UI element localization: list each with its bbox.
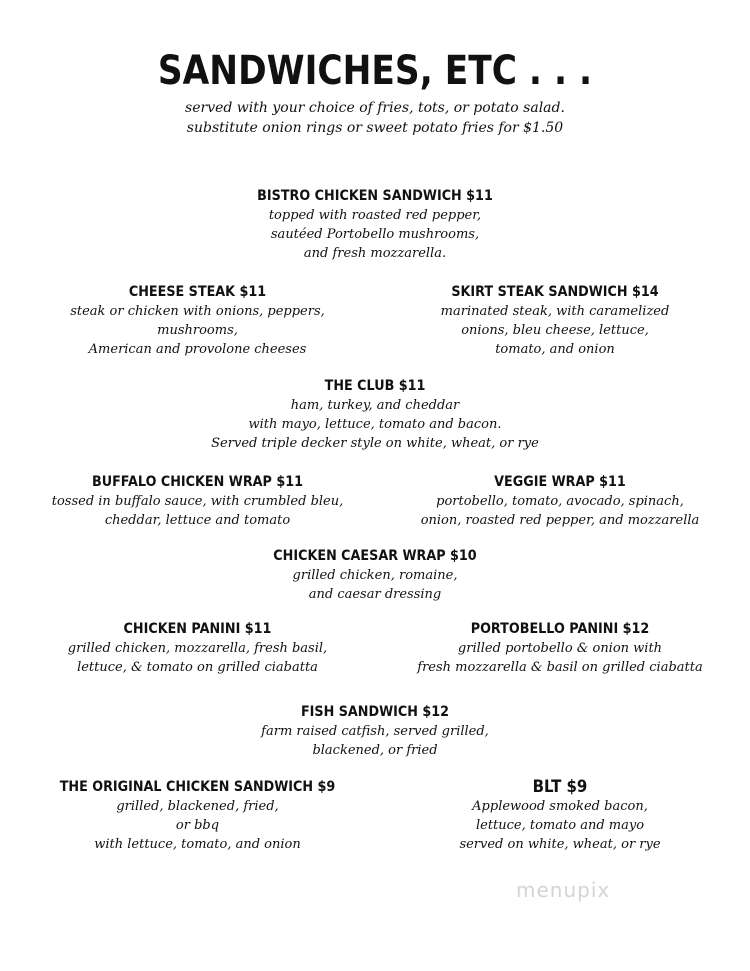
- item-desc-line: onions, bleu cheese, lettuce,: [461, 323, 649, 338]
- item-desc-line: grilled, blackened, fried,: [116, 799, 279, 814]
- item-desc-line: cheddar, lettuce and tomato: [104, 513, 291, 528]
- item-desc-line: tossed in buffalo sauce, with crumbled bleu,: [51, 494, 344, 509]
- menu-item-the-club: [125, 376, 625, 453]
- menu-item-fish-sandwich: [175, 702, 575, 760]
- menu-item-veggie-wrap: [385, 472, 735, 530]
- item-name: BUFFALO CHICKEN WRAP $11: [91, 474, 303, 490]
- watermark: menupix: [516, 878, 611, 902]
- item-name: FISH SANDWICH $12: [300, 704, 450, 720]
- item-desc-line: Served triple decker style on white, wheat, or rye: [211, 436, 539, 451]
- menu-item-blt: [385, 777, 735, 854]
- item-desc-line: American and provolone cheeses: [88, 342, 307, 357]
- item-desc-line: tomato, and onion: [495, 342, 615, 357]
- item-desc-line: ham, turkey, and cheddar: [290, 398, 460, 413]
- item-desc-line: with mayo, lettuce, tomato and bacon.: [248, 417, 502, 432]
- subtitle-sides: served with your choice of fries, tots, or potato salad.: [185, 100, 565, 116]
- item-desc-line: or bbq: [175, 818, 220, 833]
- item-desc-line: Applewood smoked bacon,: [472, 799, 648, 814]
- menu-item-chicken-panini: [20, 619, 375, 677]
- item-desc-line: grilled chicken, mozzarella, fresh basil,: [67, 641, 328, 656]
- item-desc-line: served on white, wheat, or rye: [459, 837, 661, 852]
- menu-item-bistro-chicken: [175, 186, 575, 263]
- menu-item-cheese-steak: [20, 282, 375, 359]
- item-name: PORTOBELLO PANINI $12: [470, 621, 650, 637]
- item-desc-line: steak or chicken with onions, peppers,: [70, 304, 325, 319]
- item-name: BLT $9: [532, 777, 588, 797]
- item-name: THE ORIGINAL CHICKEN SANDWICH $9: [59, 779, 336, 795]
- subtitle-substitute: substitute onion rings or sweet potato fries for $1.50: [186, 120, 564, 136]
- item-desc-line: marinated steak, with caramelized: [440, 304, 670, 319]
- item-name: VEGGIE WRAP $11: [494, 474, 626, 490]
- item-desc-line: sautéed Portobello mushrooms,: [270, 227, 480, 242]
- item-desc-line: farm raised catfish, served grilled,: [261, 724, 489, 739]
- page-title: SANDWICHES, ETC . . .: [157, 48, 593, 94]
- item-desc-line: lettuce, & tomato on grilled ciabatta: [77, 660, 318, 675]
- menu-item-skirt-steak: [385, 282, 725, 359]
- menu-item-buffalo-chicken-wrap: [15, 472, 380, 530]
- item-desc-line: and fresh mozzarella.: [303, 246, 447, 261]
- item-desc-line: blackened, or fried: [312, 743, 438, 758]
- item-name: CHICKEN PANINI $11: [123, 621, 272, 637]
- item-desc-line: and caesar dressing: [308, 587, 442, 602]
- item-desc-line: portobello, tomato, avocado, spinach,: [436, 494, 684, 509]
- item-desc-line: onion, roasted red pepper, and mozzarella: [420, 513, 700, 528]
- item-desc-line: with lettuce, tomato, and onion: [94, 837, 301, 852]
- item-name: CHEESE STEAK $11: [128, 284, 267, 300]
- item-desc-line: lettuce, tomato and mayo: [475, 818, 645, 833]
- item-name: CHICKEN CAESAR WRAP $10: [273, 548, 477, 564]
- menu-item-portobello-panini: [385, 619, 735, 677]
- item-desc-line: mushrooms,: [157, 323, 238, 338]
- menu-item-chicken-caesar-wrap: [175, 546, 575, 604]
- item-name: SKIRT STEAK SANDWICH $14: [451, 284, 659, 300]
- item-name: BISTRO CHICKEN SANDWICH $11: [257, 188, 493, 204]
- item-desc-line: fresh mozzarella & basil on grilled ciabatta: [417, 660, 703, 675]
- item-name: THE CLUB $11: [324, 378, 426, 394]
- menu-item-original-chicken: [20, 777, 375, 854]
- item-desc-line: grilled portobello & onion with: [457, 641, 663, 656]
- item-desc-line: grilled chicken, romaine,: [292, 568, 458, 583]
- item-desc-line: topped with roasted red pepper,: [268, 208, 482, 223]
